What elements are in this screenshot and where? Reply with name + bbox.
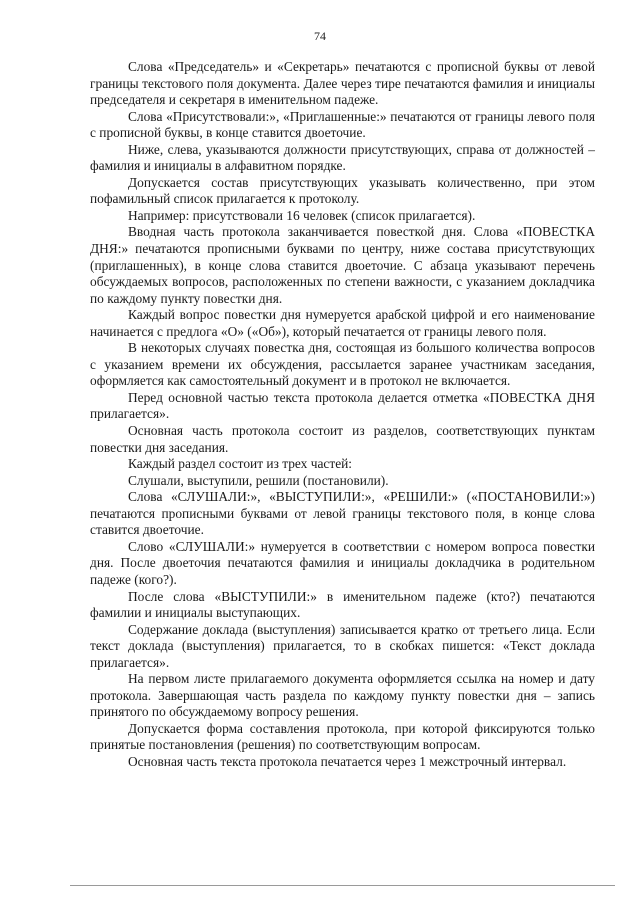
paragraph: Основная часть протокола состоит из разделов, соответствующих пунктам повестки дня заседания.	[90, 423, 595, 455]
paragraph: Например: присутствовали 16 человек (список прилагается).	[128, 207, 476, 223]
paragraph: Каждый раздел состоит из трех частей:	[128, 456, 353, 472]
document-text	[90, 59, 595, 771]
paragraph: В некоторых случаях повестка дня, состоящая из большого количества вопросов с указанием времени их обсуждения, рассылается заранее участникам заседания, оформляется как самостоятельный документ и в протокол не включается.	[90, 340, 595, 389]
paragraph: Слова «СЛУШАЛИ:», «ВЫСТУПИЛИ:», «РЕШИЛИ:» («ПОСТАНОВИЛИ:») печатаются прописными буквами от левой границы текстового поля, в конце слова ставится двоеточие.	[90, 489, 595, 538]
paragraph: Допускается форма составления протокола, при которой фиксируются только принятые постановления (решения) по соответствующим вопросам.	[90, 720, 595, 753]
paragraph: Содержание доклада (выступления) записывается кратко от третьего лица. Если текст доклада (выступления) прилагается, то в скобках пишется: «Текст доклада прилагается».	[90, 621, 595, 670]
page-number: 74	[314, 29, 326, 43]
paragraph: Слова «Председатель» и «Секретарь» печатаются с прописной буквы от левой границы текстового поля документа. Далее через тире печатаются фамилия и инициалы председателя и секретаря в именительном падеже.	[90, 59, 595, 108]
paragraph: На первом листе прилагаемого документа оформляется ссылка на номер и дату протокола. Завершающая часть раздела по каждому пункту повестки дня – запись принятого по обсуждаемому вопросу решения.	[90, 671, 595, 720]
paragraph: Допускается состав присутствующих указывать количественно, при этом пофамильный список прилагается к протоколу.	[90, 174, 595, 207]
paragraph: После слова «ВЫСТУПИЛИ:» в именительном падеже (кто?) печатаются фамилии и инициалы выступающих.	[90, 588, 595, 621]
paragraph: Слушали, выступили, решили (постановили).	[128, 472, 389, 488]
paragraph: Вводная часть протокола заканчивается повесткой дня. Слова «ПОВЕСТКА ДНЯ:» печатаются прописными буквами по центру, ниже состава присутствующих (приглашенных), в конце слова ставится двоеточие. С абзаца указывают перечень обсуждаемых вопросов, расположенных по степени важности, с указанием докладчика по каждому пункту повестки дня.	[90, 224, 595, 306]
paragraph: Каждый вопрос повестки дня нумеруется арабской цифрой и его наименование начинается с предлога «О» («Об»), который печатается от границы левого поля.	[90, 307, 595, 339]
paragraph: Слово «СЛУШАЛИ:» нумеруется в соответствии с номером вопроса повестки дня. После двоеточия печатаются фамилия и инициалы докладчика в родительном падеже (кого?).	[90, 538, 595, 587]
paragraph: Слова «Присутствовали:», «Приглашенные:» печатаются от границы левого поля с прописной буквы, в конце ставится двоеточие.	[90, 108, 595, 141]
paragraph: Перед основной частью текста протокола делается отметка «ПОВЕСТКА ДНЯ прилагается».	[90, 389, 595, 422]
paragraph: Основная часть текста протокола печатается через 1 межстрочный интервал.	[128, 753, 567, 769]
paragraph: Ниже, слева, указываются должности присутствующих, справа от должностей – фамилия и инициалы в алфавитном порядке.	[90, 141, 595, 174]
page-bottom-rule	[70, 885, 615, 886]
